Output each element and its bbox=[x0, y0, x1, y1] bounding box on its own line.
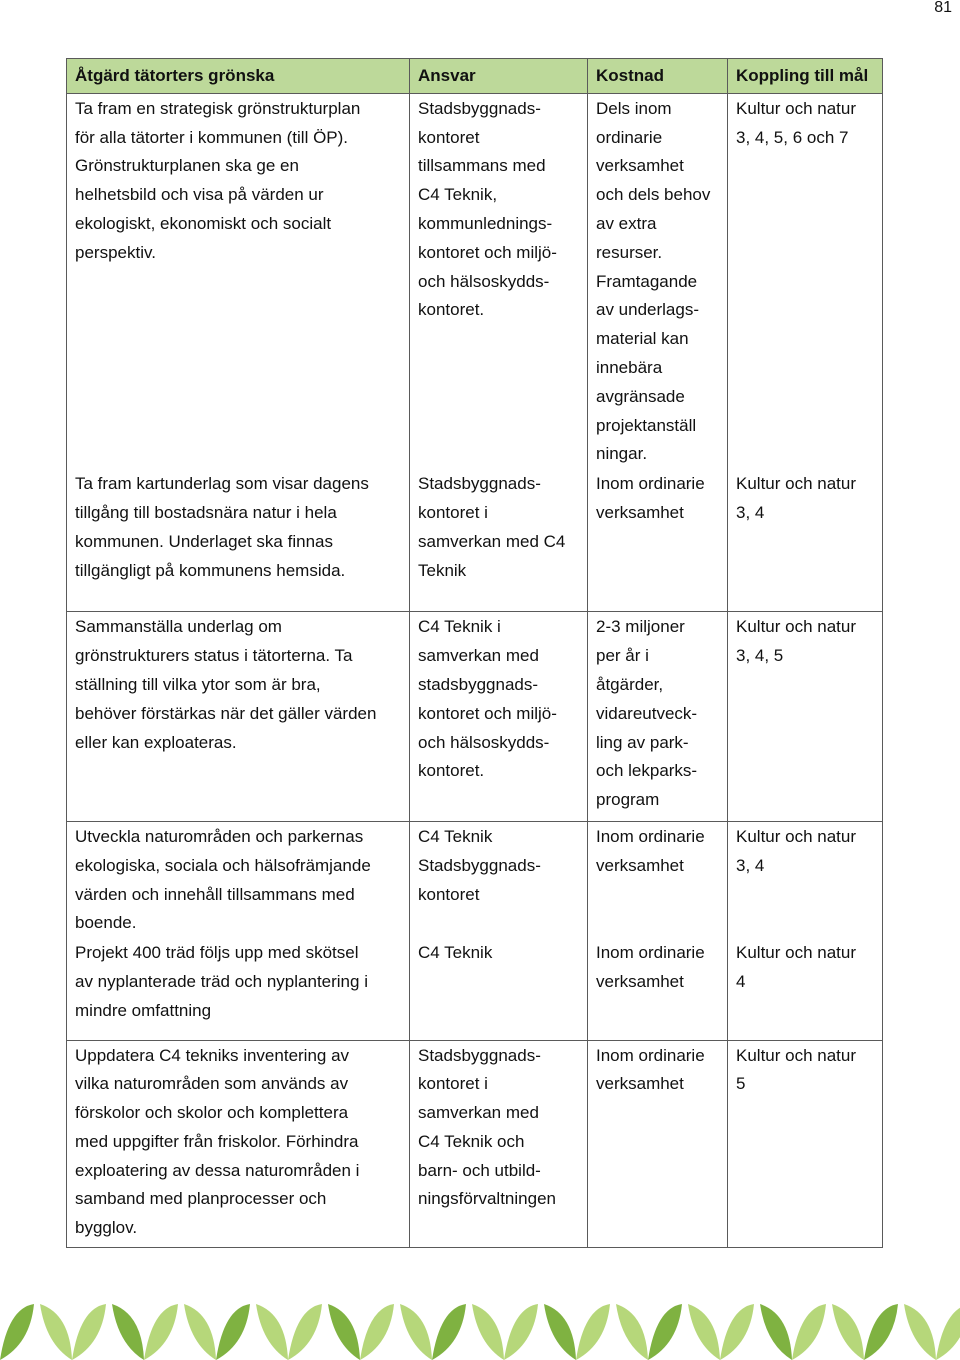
cell-text-line: förskolor och skolor och komplettera bbox=[75, 1103, 349, 1123]
table-row bbox=[67, 93, 883, 469]
page-number: 81 bbox=[934, 0, 952, 16]
cell-text-line: behöver förstärkas när det gäller värden bbox=[75, 703, 377, 723]
cell-text-line: 4 bbox=[736, 971, 746, 991]
cell-action bbox=[67, 469, 410, 612]
footer-leaf-shape bbox=[0, 1304, 34, 1360]
cell-text-line: kontoret i bbox=[418, 1074, 488, 1094]
footer-leaf-shape bbox=[648, 1304, 682, 1360]
cell-text-line: Kultur och natur bbox=[736, 98, 857, 118]
cell-text-line: Sammanställa underlag om bbox=[75, 617, 282, 637]
footer-leaf-shape bbox=[144, 1304, 178, 1360]
cell-text-line: ställning till vilka ytor som är bra, bbox=[75, 674, 321, 694]
cell-goal-link bbox=[728, 469, 883, 612]
footer-leaf-shape bbox=[184, 1304, 216, 1360]
cell-text-line: C4 Teknik, bbox=[418, 185, 498, 205]
cell-text-line: per år i bbox=[596, 646, 649, 666]
header-goal-link: Koppling till mål bbox=[728, 59, 883, 94]
cell-text-line: kontoret. bbox=[418, 761, 485, 781]
cell-cost bbox=[588, 612, 728, 822]
cell-text-line: och hälsoskydds- bbox=[418, 732, 550, 752]
cell-text-line: helhetsbild och visa på värden ur bbox=[75, 185, 324, 205]
footer-leaf-shape bbox=[72, 1304, 106, 1360]
cell-text-line: samverkan med bbox=[418, 1103, 539, 1123]
cell-text-line: 3, 4 bbox=[736, 855, 765, 875]
cell-text-line: Kultur och natur bbox=[736, 943, 857, 963]
cell-text-line: C4 Teknik och bbox=[418, 1131, 525, 1151]
cell-text-line: värden och innehåll tillsammans med bbox=[75, 884, 355, 904]
cell-text-line: eller kan exploateras. bbox=[75, 732, 237, 752]
footer-leaf-shape bbox=[760, 1304, 792, 1360]
cell-text-line: Stadsbyggnads- bbox=[418, 855, 541, 875]
cell-text-line: Ta fram kartunderlag som visar dagens bbox=[75, 474, 369, 494]
cell-text-line: ekologiskt, ekonomiskt och socialt bbox=[75, 213, 332, 233]
cell-text-line: Grönstrukturplanen ska ge en bbox=[75, 156, 299, 176]
cell-text-line: resurser. bbox=[596, 242, 663, 262]
cell-text-line: samband med planprocesser och bbox=[75, 1189, 327, 1209]
cell-text-line: tillsammans med bbox=[418, 156, 546, 176]
header-responsible: Ansvar bbox=[410, 59, 588, 94]
cell-text-line: åtgärder, bbox=[596, 674, 664, 694]
footer-leaf-shape bbox=[256, 1304, 288, 1360]
cell-text-line: samverkan med C4 bbox=[418, 531, 566, 551]
cell-text-line: samverkan med bbox=[418, 646, 539, 666]
footer-leaf-shape bbox=[688, 1304, 720, 1360]
header-cost: Kostnad bbox=[588, 59, 728, 94]
cell-text-line: Utveckla naturområden och parkernas bbox=[75, 826, 364, 846]
footer-leaf-shape bbox=[864, 1304, 898, 1360]
cell-text-line: kontoret och miljö- bbox=[418, 242, 557, 262]
cell-text-line: material kan bbox=[596, 329, 689, 349]
cell-text-line: C4 Teknik bbox=[418, 826, 493, 846]
footer-leaf-shape bbox=[504, 1304, 538, 1360]
cell-text-line: 5 bbox=[736, 1074, 746, 1094]
table-row bbox=[67, 938, 883, 1040]
table-row bbox=[67, 469, 883, 612]
cell-text-line: kontoret i bbox=[418, 502, 488, 522]
cell-cost bbox=[588, 469, 728, 612]
footer-leaf-shape bbox=[360, 1304, 394, 1360]
cell-text-line: kontoret och miljö- bbox=[418, 703, 557, 723]
cell-text-line: av extra bbox=[596, 213, 657, 233]
cell-text-line: Projekt 400 träd följs upp med skötsel bbox=[75, 943, 359, 963]
cell-responsible bbox=[410, 938, 588, 1040]
cell-text-line: projektanställ bbox=[596, 415, 697, 435]
cell-text-line: ling av park- bbox=[596, 732, 689, 752]
cell-text-line: Stadsbyggnads- bbox=[418, 1045, 541, 1065]
table-body bbox=[67, 93, 883, 1247]
cell-goal-link bbox=[728, 93, 883, 469]
cell-text-line: innebära bbox=[596, 357, 663, 377]
cell-text-line: 3, 4, 5 bbox=[736, 646, 784, 666]
cell-cost bbox=[588, 821, 728, 938]
table-row bbox=[67, 612, 883, 822]
footer-leaf-band bbox=[0, 1304, 960, 1360]
cell-text-line: Kultur och natur bbox=[736, 1045, 857, 1065]
cell-text-line: verksamhet bbox=[596, 502, 684, 522]
footer-leaf-shape bbox=[792, 1304, 826, 1360]
cell-text-line: kontoret bbox=[418, 127, 480, 147]
footer-leaf-shape bbox=[544, 1304, 576, 1360]
cell-text-line: tillgängligt på kommunens hemsida. bbox=[75, 560, 346, 580]
cell-goal-link bbox=[728, 821, 883, 938]
cell-text-line: och dels behov bbox=[596, 185, 711, 205]
cell-text-line: av underlags- bbox=[596, 300, 700, 320]
cell-cost bbox=[588, 938, 728, 1040]
footer-leaf-shape bbox=[216, 1304, 250, 1360]
cell-action bbox=[67, 821, 410, 938]
cell-text-line: mindre omfattning bbox=[75, 1000, 212, 1020]
cell-text-line: barn- och utbild- bbox=[418, 1160, 541, 1180]
cell-text-line: grönstrukturers status i tätorterna. Ta bbox=[75, 646, 353, 666]
cell-action bbox=[67, 938, 410, 1040]
cell-text-line: för alla tätorter i kommunen (till ÖP). bbox=[75, 127, 349, 147]
footer-leaf-shape bbox=[576, 1304, 610, 1360]
cell-text-line: ningar. bbox=[596, 444, 648, 464]
action-table bbox=[66, 58, 883, 1248]
cell-text-line: kontoret. bbox=[418, 300, 485, 320]
cell-text-line: Uppdatera C4 tekniks inventering av bbox=[75, 1045, 350, 1065]
cell-text-line: vidareutveck- bbox=[596, 703, 698, 723]
cell-text-line: Inom ordinarie bbox=[596, 1045, 705, 1065]
footer-leaf-shape bbox=[832, 1304, 864, 1360]
footer-leaf-shape bbox=[472, 1304, 504, 1360]
footer-leaf-shape bbox=[616, 1304, 648, 1360]
cell-text-line: boende. bbox=[75, 913, 137, 933]
cell-text-line: Framtagande bbox=[596, 271, 698, 291]
cell-text-line: kommunlednings- bbox=[418, 213, 553, 233]
cell-text-line: och lekparks- bbox=[596, 761, 698, 781]
cell-cost bbox=[588, 1040, 728, 1248]
cell-cost bbox=[588, 93, 728, 469]
table-row bbox=[67, 1040, 883, 1248]
cell-text-line: program bbox=[596, 790, 660, 810]
cell-text-line: ningsförvaltningen bbox=[418, 1189, 556, 1209]
cell-goal-link bbox=[728, 1040, 883, 1248]
footer-leaf-shape bbox=[328, 1304, 360, 1360]
cell-text-line: tillgång till bostadsnära natur i hela bbox=[75, 502, 337, 522]
cell-text-line: avgränsade bbox=[596, 386, 685, 406]
cell-goal-link bbox=[728, 612, 883, 822]
cell-text-line: och hälsoskydds- bbox=[418, 271, 550, 291]
cell-text-line: 3, 4, 5, 6 och 7 bbox=[736, 127, 849, 147]
footer-leaf-shape bbox=[720, 1304, 754, 1360]
footer-leaf-shape bbox=[112, 1304, 144, 1360]
cell-text-line: Ta fram en strategisk grönstrukturplan bbox=[75, 98, 361, 118]
cell-text-line: Stadsbyggnads- bbox=[418, 98, 541, 118]
cell-text-line: Kultur och natur bbox=[736, 826, 857, 846]
table-row bbox=[67, 821, 883, 938]
cell-text-line: Stadsbyggnads- bbox=[418, 474, 541, 494]
cell-text-line: Teknik bbox=[418, 560, 467, 580]
footer-leaf-shape bbox=[400, 1304, 432, 1360]
cell-text-line: Inom ordinarie bbox=[596, 826, 705, 846]
cell-text-line: exploatering av dessa naturområden i bbox=[75, 1160, 360, 1180]
footer-leaf-shape bbox=[432, 1304, 466, 1360]
footer-leaf-shape bbox=[288, 1304, 322, 1360]
cell-text-line: C4 Teknik bbox=[418, 943, 493, 963]
cell-action bbox=[67, 612, 410, 822]
cell-text-line: bygglov. bbox=[75, 1218, 138, 1238]
cell-text-line: Inom ordinarie bbox=[596, 474, 705, 494]
cell-text-line: stadsbyggnads- bbox=[418, 674, 539, 694]
cell-text-line: vilka naturområden som används av bbox=[75, 1074, 349, 1094]
cell-responsible bbox=[410, 1040, 588, 1248]
cell-text-line: Inom ordinarie bbox=[596, 943, 705, 963]
cell-text-line: verksamhet bbox=[596, 156, 684, 176]
cell-text-line: Dels inom bbox=[596, 98, 672, 118]
cell-text-line: av nyplanterade träd och nyplantering i bbox=[75, 971, 368, 991]
cell-text-line: med uppgifter från friskolor. Förhindra bbox=[75, 1131, 359, 1151]
cell-text-line: Kultur och natur bbox=[736, 617, 857, 637]
cell-action bbox=[67, 93, 410, 469]
cell-text-line: verksamhet bbox=[596, 1074, 684, 1094]
cell-text-line: ekologiska, sociala och hälsofrämjande bbox=[75, 855, 371, 875]
table-header-row bbox=[67, 59, 883, 94]
cell-text-line: perspektiv. bbox=[75, 242, 156, 262]
header-action: Åtgärd tätorters grönska bbox=[67, 59, 410, 94]
cell-text-line: Kultur och natur bbox=[736, 474, 857, 494]
cell-action bbox=[67, 1040, 410, 1248]
cell-goal-link bbox=[728, 938, 883, 1040]
cell-text-line: verksamhet bbox=[596, 971, 684, 991]
cell-text-line: kommunen. Underlaget ska finnas bbox=[75, 531, 333, 551]
cell-responsible bbox=[410, 612, 588, 822]
cell-text-line: 3, 4 bbox=[736, 502, 765, 522]
cell-text-line: kontoret bbox=[418, 884, 480, 904]
cell-responsible bbox=[410, 469, 588, 612]
cell-text-line: ordinarie bbox=[596, 127, 663, 147]
cell-text-line: verksamhet bbox=[596, 855, 684, 875]
footer-leaf-shape bbox=[40, 1304, 72, 1360]
cell-responsible bbox=[410, 93, 588, 469]
footer-leaf-shape bbox=[904, 1304, 936, 1360]
cell-text-line: C4 Teknik i bbox=[418, 617, 501, 637]
cell-text-line: 2-3 miljoner bbox=[596, 617, 685, 637]
cell-responsible bbox=[410, 821, 588, 938]
footer-leaf-shape bbox=[936, 1304, 960, 1360]
